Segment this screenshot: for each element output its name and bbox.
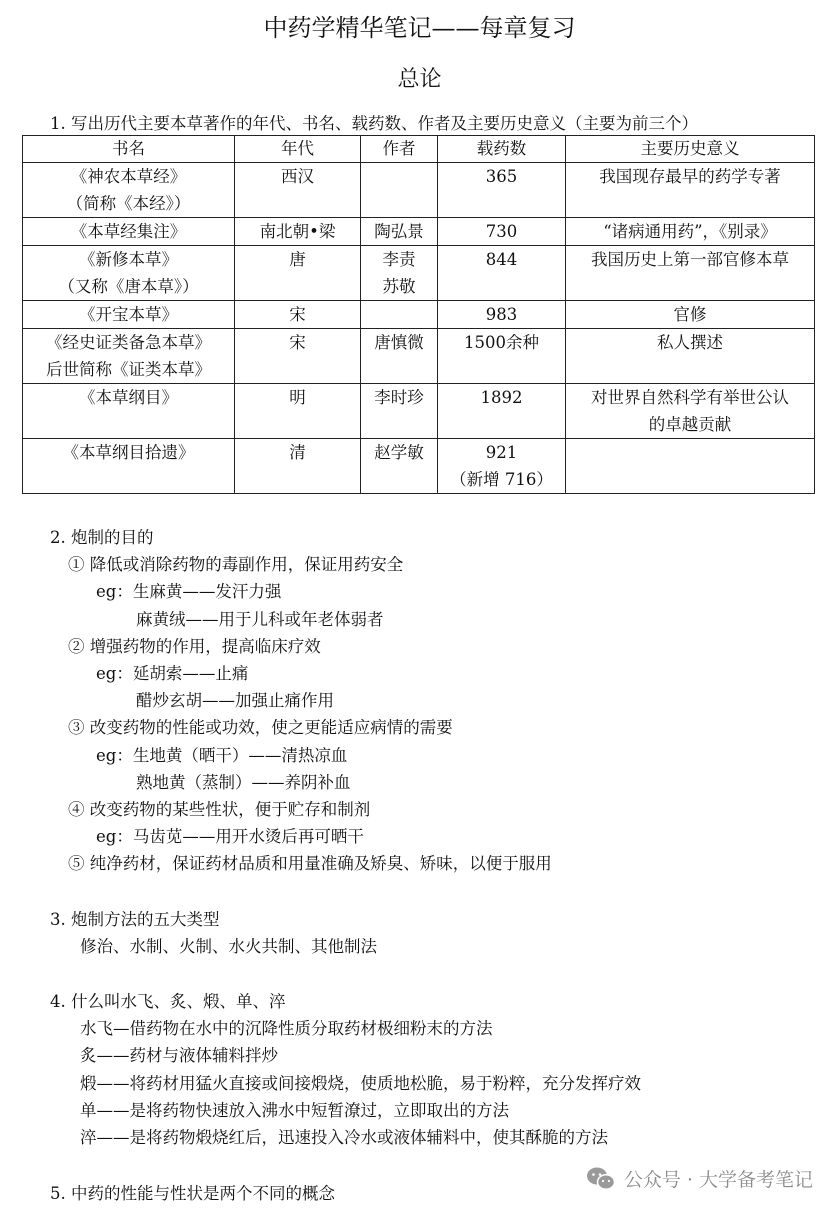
question-3-body: 修治、水制、火制、水火共制、其他制法 — [80, 937, 377, 957]
cell-book-name-line: 《新修本草》 — [79, 250, 178, 269]
header-significance: 主要历史意义 — [566, 136, 815, 163]
header-author: 作者 — [361, 136, 438, 163]
question-3-section — [50, 906, 377, 960]
page-title: 中药学精华笔记——每章复习 — [263, 14, 576, 42]
cell-significance-line: 我国历史上第一部官修本草 — [591, 250, 789, 269]
cell-era-line: 唐 — [289, 250, 306, 269]
question-5-section — [50, 1180, 335, 1207]
definition-line: 淬——是将药物煅烧红后，迅速投入冷水或液体辅料中，使其酥脆的方法 — [80, 1128, 608, 1148]
header-drug-count: 载药数 — [438, 136, 566, 163]
cell-significance-line: 对世界自然科学有举世公认 — [591, 388, 789, 407]
definition-line: 水飞—借药物在水中的沉降性质分取药材极细粉末的方法 — [80, 1019, 493, 1039]
cell-drug-count-line: 983 — [485, 305, 518, 324]
cell-book-name — [23, 301, 235, 329]
cell-book-name-line: （简称《本经》） — [66, 194, 191, 213]
cell-book-name — [23, 439, 235, 494]
table-row — [23, 301, 815, 329]
cell-era-line: 宋 — [289, 305, 306, 324]
cell-era-line: 西汉 — [281, 167, 314, 186]
cell-author — [361, 218, 438, 246]
cell-significance — [566, 163, 815, 218]
cell-drug-count-line: 1892 — [480, 388, 523, 407]
table-row — [23, 384, 815, 439]
cell-author — [361, 329, 438, 384]
header-era: 年代 — [235, 136, 361, 163]
cell-drug-count — [438, 301, 566, 329]
definition-line: 炙——药材与液体辅料拌炒 — [80, 1046, 278, 1066]
purpose-example: eg：生地黄（晒干）——清热凉血 — [96, 745, 348, 765]
cell-drug-count-line: （新增 716） — [450, 470, 553, 489]
cell-author-line: 李时珍 — [374, 388, 424, 407]
herbal-classics-table — [22, 135, 815, 494]
cell-significance — [566, 439, 815, 494]
cell-era — [235, 218, 361, 246]
cell-era-line: 宋 — [289, 333, 306, 352]
question-3-heading: 3. 炮制方法的五大类型 — [50, 910, 220, 929]
cell-significance-line: 的卓越贡献 — [648, 415, 732, 434]
question-4-heading: 4. 什么叫水飞、炙、煅、单、淬 — [50, 992, 286, 1011]
cell-book-name-line: 《开宝本草》 — [79, 305, 178, 324]
question-5-heading: 5. 中药的性能与性状是两个不同的概念 — [50, 1184, 335, 1203]
purpose-example: eg：生麻黄——发汗力强 — [96, 582, 282, 602]
cell-author-line: 陶弘景 — [374, 222, 424, 241]
cell-author — [361, 439, 438, 494]
cell-book-name-line: 后世简称《证类本草》 — [46, 360, 211, 379]
purpose-item: ⑤ 纯净药材，保证药材品质和用量准确及矫臭、矫味，以便于服用 — [68, 854, 552, 874]
purpose-item: ① 降低或消除药物的毒副作用，保证用药安全 — [68, 555, 404, 575]
purpose-item: ② 增强药物的作用，提高临床疗效 — [68, 636, 321, 656]
cell-significance-line: “诸病通用药”，《别录》 — [603, 222, 777, 241]
purpose-example: 醋炒玄胡——加强止痛作用 — [136, 691, 334, 711]
cell-drug-count — [438, 246, 566, 301]
cell-drug-count — [438, 329, 566, 384]
question-4-section — [50, 988, 641, 1151]
table-row — [23, 218, 815, 246]
header-book-name: 书名 — [23, 136, 235, 163]
cell-book-name-line: 《本草纲目》 — [79, 388, 178, 407]
cell-author — [361, 246, 438, 301]
cell-author-line: 苏敬 — [382, 277, 416, 296]
cell-book-name — [23, 218, 235, 246]
cell-book-name-line: （又称《唐本草》） — [58, 277, 199, 296]
cell-drug-count — [438, 218, 566, 246]
table-body — [23, 163, 815, 494]
cell-book-name — [23, 384, 235, 439]
cell-drug-count-line: 730 — [485, 222, 518, 241]
cell-author-line: 李责 — [382, 250, 416, 269]
cell-drug-count-line: 365 — [485, 167, 518, 186]
cell-era-line: 南北朝•梁 — [259, 222, 336, 241]
wechat-icon — [586, 1166, 616, 1192]
cell-book-name — [23, 246, 235, 301]
cell-significance — [566, 329, 815, 384]
cell-era — [235, 301, 361, 329]
cell-significance-line: 官修 — [673, 305, 707, 324]
cell-book-name-line: 《神农本草经》 — [70, 167, 187, 186]
purpose-example: 麻黄绒——用于儿科或年老体弱者 — [136, 609, 384, 629]
table-header-row — [23, 136, 815, 163]
purpose-item: ④ 改变药物的某些性状，便于贮存和制剂 — [68, 800, 371, 820]
cell-book-name-line: 《经史证类备急本草》 — [46, 333, 211, 352]
cell-significance — [566, 301, 815, 329]
purpose-list — [50, 551, 552, 877]
cell-significance — [566, 384, 815, 439]
cell-significance — [566, 246, 815, 301]
question-1-heading: 1. 写出历代主要本草著作的年代、书名、载药数、作者及主要历史意义（主要为前三个） — [50, 114, 698, 133]
purpose-example: eg：延胡索——止痛 — [96, 664, 249, 684]
cell-drug-count-line: 1500余种 — [464, 333, 539, 352]
cell-book-name — [23, 163, 235, 218]
cell-drug-count — [438, 163, 566, 218]
cell-drug-count-line: 921 — [485, 443, 518, 462]
cell-era — [235, 384, 361, 439]
purpose-example: eg：马齿苋——用开水烫后再可晒干 — [96, 827, 364, 847]
table-row — [23, 329, 815, 384]
cell-author — [361, 384, 438, 439]
definition-line: 煅——将药材用猛火直接或间接煅烧，使质地松脆，易于粉粹，充分发挥疗效 — [80, 1073, 641, 1093]
cell-era — [235, 246, 361, 301]
table-row — [23, 163, 815, 218]
cell-book-name-line: 《本草经集注》 — [70, 222, 187, 241]
cell-era — [235, 329, 361, 384]
purpose-item: ③ 改变药物的性能或功效，使之更能适应病情的需要 — [68, 718, 453, 738]
question-2-heading: 2. 炮制的目的 — [50, 528, 154, 547]
cell-era-line: 明 — [289, 388, 306, 407]
cell-drug-count-line: 844 — [485, 250, 518, 269]
cell-era-line: 清 — [289, 443, 306, 462]
cell-drug-count — [438, 439, 566, 494]
cell-author-line: 赵学敏 — [374, 443, 424, 462]
purpose-example: 熟地黄（蒸制）——养阴补血 — [136, 772, 351, 792]
table-row — [23, 246, 815, 301]
cell-significance-line: 我国现存最早的药学专著 — [599, 167, 781, 186]
cell-drug-count — [438, 384, 566, 439]
cell-significance — [566, 218, 815, 246]
cell-era — [235, 439, 361, 494]
watermark — [586, 1165, 813, 1192]
cell-book-name — [23, 329, 235, 384]
cell-author — [361, 301, 438, 329]
cell-significance-line: 私人撰述 — [657, 333, 723, 352]
definition-list — [50, 1015, 641, 1151]
cell-era — [235, 163, 361, 218]
section-title: 总论 — [397, 67, 442, 92]
definition-line: 单——是将药物快速放入沸水中短暂潦过，立即取出的方法 — [80, 1100, 509, 1120]
cell-book-name-line: 《本草纲目拾遗》 — [62, 443, 195, 462]
table-row — [23, 439, 815, 494]
cell-author — [361, 163, 438, 218]
cell-author-line: 唐慎微 — [374, 333, 424, 352]
question-2-section — [50, 524, 552, 878]
watermark-text: 公众号 · 大学备考笔记 — [623, 1169, 813, 1191]
